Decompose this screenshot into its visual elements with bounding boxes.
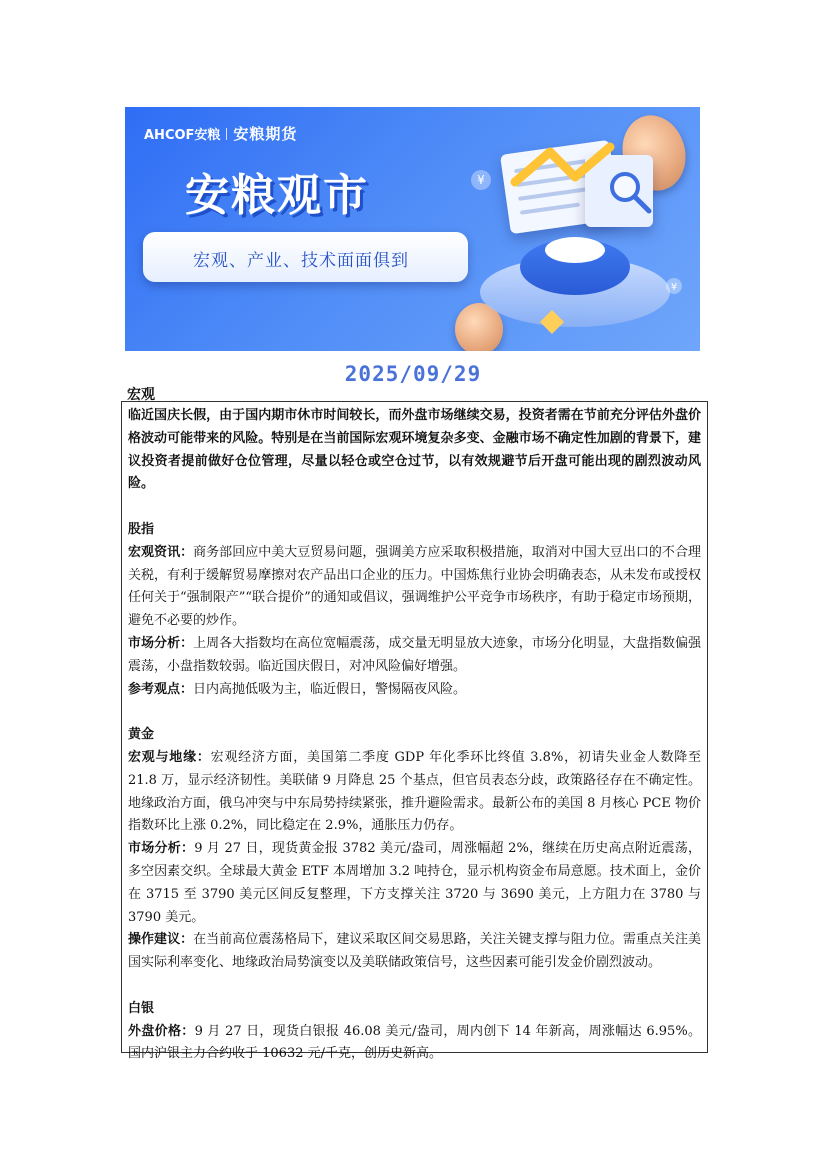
magnifier-icon xyxy=(605,167,655,217)
gold-ops xyxy=(128,929,701,975)
stock-index-macro-label: 宏观资讯： xyxy=(128,544,194,560)
stock-index-view xyxy=(128,679,701,702)
stock-index-market-label: 市场分析： xyxy=(128,635,194,651)
stock-index-view-text: 日内高抛低吸为主，临近假日，警惕隔夜风险。 xyxy=(193,681,467,697)
content-box xyxy=(121,401,708,1062)
brand-logo-text: AHCOF安粮 xyxy=(144,128,221,143)
gold-macro-text: 宏观经济方面，美国第二季度 GDP 年化季环比终值 3.8%，初请失业金人数降至 21.8 万，显示经济韧性。美联储 9 月降息 25 个基点，但官员表态分歧，政策路径存在不确定性。地缘政治方面，俄乌冲突与中东局势持续紧张，推升避险需求。最新公布的美国 8 月核心 PCE 物价指数环比上涨 0.2%，同比稳定在 2.9%，通胀压力仍存。 xyxy=(128,749,701,834)
report-date: 2025/09/29 xyxy=(344,362,482,386)
header-banner xyxy=(125,107,700,351)
stock-index-macro-text: 商务部回应中美大豆贸易问题，强调美方应采取积极措施，取消对中国大豆出口的不合理关税，有利于缓解贸易摩擦对农产品出口企业的压力。中国炼焦行业协会明确表态，从未发布或授权任何关于“强制限产”“联合提价”的通知或倡议，强调维护公平竞争市场秩序，有助于稳定市场预期，避免不必要的炒作。 xyxy=(128,544,701,629)
intro-paragraph: 临近国庆长假，由于国内期市休市时间较长，而外盘市场继续交易，投资者需在节前充分评估外盘价格波动可能带来的风险。特别是在当前国际宏观环境复杂多变、金融市场不确定性加剧的背景下，建议投资者提前做好仓位管理，尽量以轻仓或空仓过节，以有效规避节后开盘可能出现的剧烈波动风险。 xyxy=(128,408,701,492)
gold-market-label: 市场分析： xyxy=(128,841,195,857)
svg-text:¥: ¥ xyxy=(477,173,485,187)
brand-name: 安粮期货 xyxy=(233,125,298,143)
section-title-macro: 宏观 xyxy=(127,387,155,403)
gold-ops-text: 在当前高位震荡格局下，建议采取区间交易思路，关注关键支撑与阻力位。需重点关注美国实际利率变化、地缘政治局势演变以及美联储政策信号，这些因素可能引发金价剧烈波动。 xyxy=(128,932,701,971)
gold-market xyxy=(128,838,701,929)
banner-title-wrap xyxy=(185,159,369,223)
section-title-stock-index: 股指 xyxy=(128,521,155,537)
gold-macro xyxy=(128,747,701,838)
brand-divider xyxy=(226,128,227,140)
svg-text:¥: ¥ xyxy=(670,282,678,293)
yen-icon xyxy=(470,169,492,191)
gold-market-text: 9 月 27 日，现货黄金报 3782 美元/盎司，周涨幅超 2%，继续在历史高点附近震荡，多空因素交织。全球最大黄金 ETF 本周增加 3.2 吨持仓，显示机构资金布局意愿。技术面上，金价在 3715 至 3790 美元区间反复整理，下方支撑关注 3720 与 3690 美元，上方阻力在 3780 与 3790 美元。 xyxy=(128,841,701,925)
stock-index-market xyxy=(128,633,701,679)
banner-title: 安粮观市 xyxy=(185,170,369,221)
arrow-tag-icon xyxy=(537,307,567,337)
gold-macro-label: 宏观与地缘： xyxy=(128,749,211,765)
silver-price-label: 外盘价格： xyxy=(128,1023,195,1039)
banner-subtitle: 宏观、产业、技术面面俱到 xyxy=(193,251,409,271)
yen-icon xyxy=(665,277,683,295)
brand-logo xyxy=(144,123,297,144)
silver-price-text: 9 月 27 日，现货白银报 46.08 美元/盎司，周内创下 14 年新高，周涨幅达 6.95%。国内沪银主力合约收于 10632 元/千克，创历史新高。 xyxy=(128,1023,701,1062)
stock-index-market-text: 上周各大指数均在高位宽幅震荡，成交量无明显放大迹象，市场分化明显，大盘指数偏强震荡，小盘指数较弱。临近国庆假日，对冲风险偏好增强。 xyxy=(128,635,701,674)
stock-index-macro xyxy=(128,542,701,633)
banner-subtitle-box xyxy=(143,232,468,282)
section-title-gold: 黄金 xyxy=(128,727,155,743)
stock-index-view-label: 参考观点： xyxy=(128,681,194,697)
gold-ops-label: 操作建议： xyxy=(128,932,194,948)
platform-center-icon xyxy=(545,237,605,263)
silver-price xyxy=(128,1021,701,1067)
section-title-silver: 白银 xyxy=(128,1000,155,1016)
